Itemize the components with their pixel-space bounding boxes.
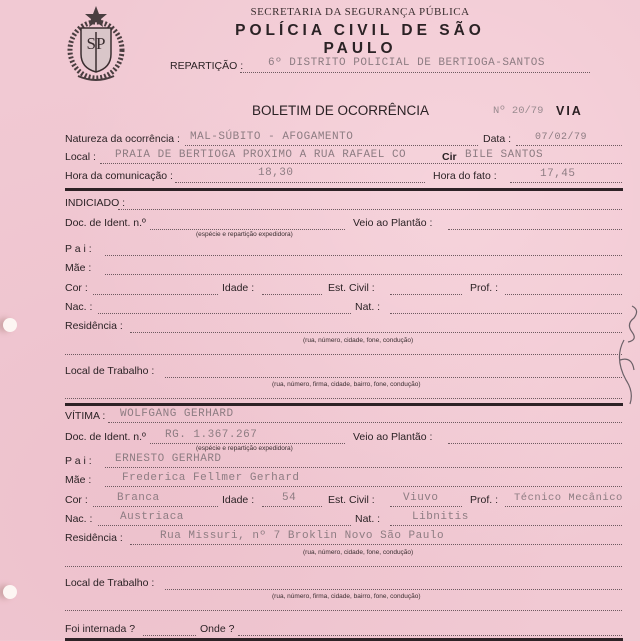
- vitima-nat-value: Libnitis: [412, 511, 469, 523]
- hora-comunicacao-label: Hora da comunicação :: [65, 170, 173, 182]
- hora-comunicacao-line: [175, 182, 425, 183]
- vitima-nome-value: WOLFGANG GERHARD: [120, 408, 234, 420]
- vitima-cor-line: [93, 506, 218, 507]
- cir-value: BILE SANTOS: [465, 149, 544, 161]
- indiciado-nac-line: [98, 313, 351, 314]
- vitima-trabalho-hint: (rua, número, firma, cidade, bairro, fone, condução): [272, 593, 421, 600]
- local-line: [100, 163, 622, 164]
- vitima-prof-label: Prof. :: [470, 494, 499, 506]
- vitima-estcivil-label: Est. Civil :: [328, 494, 375, 506]
- vitima-pai-line: [105, 467, 622, 468]
- indiciado-pai-label: P a i :: [65, 243, 92, 255]
- reparticao-line: [240, 72, 590, 73]
- vitima-cor-value: Branca: [117, 492, 160, 504]
- indiciado-prof-line: [505, 294, 622, 295]
- vitima-onde-label: Onde ?: [200, 623, 235, 635]
- vitima-internada-line: [143, 635, 196, 636]
- vitima-nat-label: Nat. :: [355, 513, 381, 525]
- indiciado-estcivil-label: Est. Civil :: [328, 282, 375, 294]
- indiciado-doc-line: [150, 229, 345, 230]
- boletim-number: Nº 20/79: [493, 105, 544, 117]
- cir-label: Cir: [442, 151, 457, 163]
- hora-fato-value: 17,45: [540, 168, 576, 180]
- vitima-internada-label: Foi internada ?: [65, 623, 136, 635]
- vitima-residencia-hint: (rua, número, cidade, fone, condução): [303, 549, 414, 556]
- vitima-doc-line: [150, 443, 345, 444]
- vitima-doc-label: Doc. de Ident. n.º: [65, 431, 146, 443]
- secretaria-heading: SECRETARIA DA SEGURANÇA PÚBLICA: [250, 6, 470, 18]
- indiciado-mae-label: Mãe :: [65, 262, 92, 274]
- boletim-title: BOLETIM DE OCORRÊNCIA: [252, 103, 430, 118]
- indiciado-doc-hint: (espécie e repartição expedidora): [196, 231, 293, 238]
- indiciado-nat-label: Nat. :: [355, 301, 381, 313]
- vitima-cor-label: Cor :: [65, 494, 88, 506]
- section-divider-vitima: [65, 403, 623, 406]
- indiciado-trabalho-label: Local de Trabalho :: [65, 365, 155, 377]
- section-divider: [65, 188, 623, 191]
- vitima-trabalho-line-2: [65, 610, 622, 611]
- vitima-nat-line: [390, 525, 622, 526]
- vitima-nac-value: Austriaca: [120, 511, 184, 523]
- punch-hole-bottom: [3, 585, 17, 599]
- vitima-trabalho-label: Local de Trabalho :: [65, 577, 155, 589]
- indiciado-trabalho-hint: (rua, número, firma, cidade, bairro, fone, condução): [272, 381, 421, 388]
- vitima-estcivil-value: Viuvo: [403, 492, 439, 504]
- indiciado-residencia-label: Residência :: [65, 320, 123, 332]
- vitima-residencia-line: [130, 544, 622, 545]
- indiciado-residencia-line: [130, 332, 622, 333]
- local-label: Local :: [65, 151, 96, 163]
- vitima-doc-value: RG. 1.367.267: [165, 429, 258, 441]
- vitima-label: VÍTIMA :: [65, 410, 106, 422]
- indiciado-plantao-line: [448, 229, 622, 230]
- indiciado-line: [118, 209, 622, 210]
- vitima-prof-value: Técnico Mecânico: [514, 492, 623, 504]
- vitima-pai-value: ERNESTO GERHARD: [115, 453, 222, 465]
- vitima-nac-label: Nac. :: [65, 513, 93, 525]
- vitima-pai-label: P a i :: [65, 455, 92, 467]
- data-label: Data :: [483, 133, 512, 145]
- reparticao-label: REPARTIÇÃO :: [170, 60, 244, 72]
- data-value: 07/02/79: [535, 132, 588, 143]
- hora-fato-label: Hora do fato :: [433, 170, 497, 182]
- indiciado-residencia-hint: (rua, número, cidade, fone, condução): [303, 337, 414, 344]
- indiciado-cor-line: [93, 294, 218, 295]
- indiciado-doc-label: Doc. de Ident. n.º: [65, 217, 146, 229]
- vitima-prof-line: [505, 506, 622, 507]
- handwritten-signature-icon: [610, 300, 640, 410]
- reparticao-value: 6º DISTRITO POLICIAL DE BERTIOGA-SANTOS: [268, 57, 545, 69]
- local-value: PRAIA DE BERTIOGA PROXIMO A RUA RAFAEL CO: [115, 149, 407, 161]
- indiciado-mae-line: [105, 274, 622, 275]
- indiciado-trabalho-line: [165, 377, 622, 378]
- hora-fato-line: [510, 182, 622, 183]
- vitima-estcivil-line: [390, 506, 462, 507]
- vitima-residencia-line-2: [65, 566, 622, 567]
- natureza-line: [185, 145, 478, 146]
- via-label: VIA: [556, 104, 583, 118]
- vitima-onde-line: [238, 635, 622, 636]
- vitima-idade-line: [262, 506, 322, 507]
- indiciado-cor-label: Cor :: [65, 282, 88, 294]
- indiciado-prof-label: Prof. :: [470, 282, 499, 294]
- indiciado-plantao-label: Veio ao Plantão :: [353, 217, 433, 229]
- vitima-idade-value: 54: [282, 492, 297, 504]
- indiciado-residencia-line-2: [65, 354, 622, 355]
- indiciado-idade-line: [262, 294, 322, 295]
- data-line: [516, 145, 622, 146]
- indiciado-nac-label: Nac. :: [65, 301, 93, 313]
- vitima-plantao-line: [448, 443, 622, 444]
- vitima-residencia-label: Residência :: [65, 532, 123, 544]
- hora-comunicacao-value: 18,30: [258, 167, 294, 179]
- natureza-label: Natureza da ocorrência :: [65, 133, 180, 145]
- vitima-trabalho-line: [165, 589, 622, 590]
- vitima-mae-line: [105, 486, 622, 487]
- indiciado-nat-line: [390, 313, 622, 314]
- indiciado-trabalho-line-2: [65, 398, 622, 399]
- vitima-residencia-value: Rua Missuri, nº 7 Broklin Novo São Paulo: [160, 530, 445, 542]
- indiciado-pai-line: [105, 255, 622, 256]
- indiciado-estcivil-line: [390, 294, 462, 295]
- svg-text:SP: SP: [86, 34, 106, 53]
- vitima-plantao-label: Veio ao Plantão :: [353, 431, 433, 443]
- vitima-mae-value: Frederica Fellmer Gerhard: [122, 472, 300, 484]
- policia-civil-heading: POLÍCIA CIVIL DE SÃO PAULO: [235, 22, 485, 57]
- vitima-line: [108, 422, 622, 423]
- punch-hole-top: [3, 318, 17, 332]
- vitima-doc-hint: (espécie e repartição expedidora): [196, 445, 293, 452]
- vitima-idade-label: Idade :: [222, 494, 255, 506]
- natureza-value: MAL-SÚBITO - AFOGAMENTO: [190, 131, 354, 143]
- indiciado-label: INDICIADO :: [65, 197, 126, 209]
- vitima-mae-label: Mãe :: [65, 474, 92, 486]
- indiciado-idade-label: Idade :: [222, 282, 255, 294]
- vitima-nac-line: [98, 525, 351, 526]
- sao-paulo-coat-of-arms-icon: [64, 4, 128, 84]
